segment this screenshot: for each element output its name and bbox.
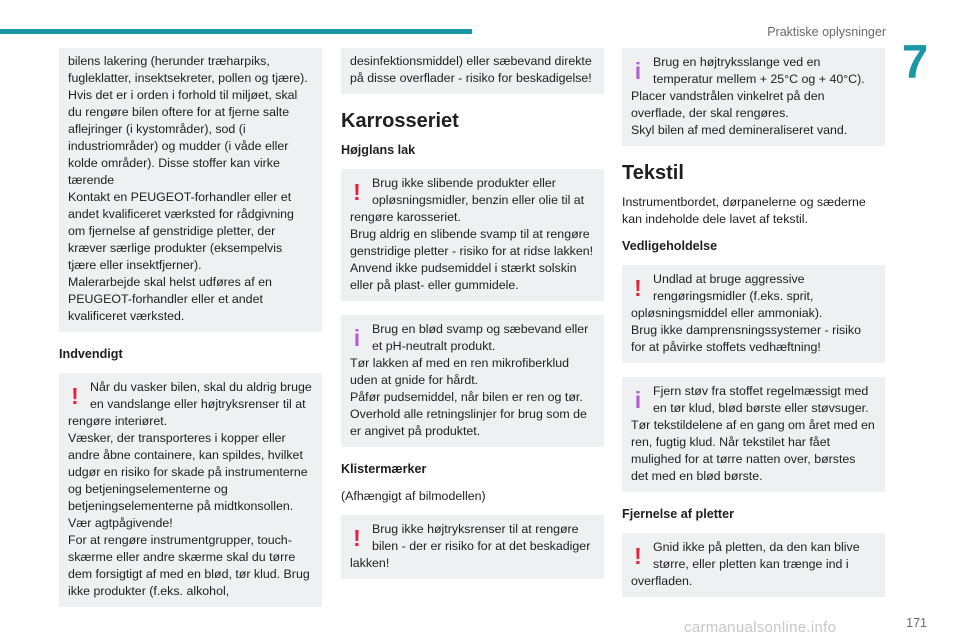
warning-text: rengøre karosseriet. Brug aldrig en slibende svamp til at rengøre genstridige pletter - risiko for at ridse lakken! Anvend ikke pudsemiddel i stærkt solskin eller på plast- eller gummidele. — [350, 210, 594, 292]
section-title: Praktiske oplysninger — [767, 25, 886, 39]
warning-box — [622, 265, 885, 363]
warning-box — [59, 373, 322, 607]
page-number: 171 — [906, 616, 927, 630]
info-icon: i — [634, 58, 642, 84]
column-3 — [622, 48, 885, 611]
box-text: bilens lakering (herunder træharpiks, fugleklatter, insektsekreter, pollen og tjære). Hvis det er i orden i forhold til miljøet, skal du rengøre bilen oftere for at fjerne salte aflejringer (i kystområder), sod (i industriområder) og mudder (i våde eller kolde områder). Disse stoffer kan virke tærende Kontakt en PEUGEOT-forhandler eller et andet kvalificeret værksted for rådgivning om fjernelse af genstridige pletter, der kræver særlige produkter (eksempelvis tjære eller insektfjerner). Malerarbejde skal helst udføres af en PEUGEOT-forhandler eller et andet kvalificeret værksted. — [68, 54, 308, 323]
heading-fjernelse-af-pletter: Fjernelse af pletter — [622, 507, 734, 521]
tekstil-intro: Instrumentbordet, dørpanelerne og sæderne kan indeholde dele lavet af tekstil. — [622, 195, 866, 226]
heading-klistermaerker: Klistermærker — [341, 462, 427, 476]
heading-vedligeholdelse: Vedligeholdelse — [622, 239, 718, 253]
watermark: carmanualsonline.info — [684, 619, 837, 636]
warning-icon: ! — [634, 543, 642, 569]
warning-text-first: Gnid ikke på pletten, da den kan blive større, eller pletten kan trænge ind i — [653, 540, 860, 571]
warning-text: overfladen. — [631, 574, 693, 588]
info-box — [622, 48, 885, 146]
info-text: Tør lakken af med en ren mikrofiberklud uden at gnide for hårdt. Påfør pudsemiddel, når bilen er ren og tør. Overhold alle retningslinjer for brug som de er angivet på produktet. — [350, 356, 587, 438]
info-box — [341, 315, 604, 447]
info-text: Placer vandstrålen vinkelret på den overflade, der skal rengøres. Skyl bilen af med demineraliseret vand. — [631, 89, 848, 137]
info-text-first: Brug en blød svamp og sæbevand eller et pH-neutralt produkt. — [372, 322, 589, 353]
warning-box — [341, 515, 604, 579]
warning-text-first: Brug ikke slibende produkter eller opløsningsmidler, benzin eller olie til at — [372, 176, 585, 207]
column-1 — [59, 48, 322, 621]
warning-text-first: Når du vasker bilen, skal du aldrig bruge en vandslange eller højtryksrenser til at — [90, 380, 312, 411]
model-note: (Afhængigt af bilmodellen) — [341, 489, 486, 503]
warning-icon: ! — [353, 179, 361, 205]
text-box — [59, 48, 322, 332]
warning-text-first: Undlad at bruge aggressive rengøringsmidler (f.eks. sprit, — [653, 272, 814, 303]
info-text-first: Brug en højtryksslange ved en temperatur mellem + 25°C og + 40°C). — [653, 55, 865, 86]
heading-hojglans-lak: Højglans lak — [341, 143, 416, 157]
info-text-first: Fjern støv fra stoffet regelmæssigt med en tør klud, blød børste eller støvsuger. — [653, 384, 869, 415]
warning-text: rengøre interiøret. Væsker, der transporteres i kopper eller andre åbne containere, kan spildes, hvilket udgør en risiko for skade på instrumenterne og betjeningselementerne og betjeningselementerne på midtkonsollen. Vær agtpågivende! For at rengøre instrumentgrupper, touch-skærme eller andre skærme skal du tørre dem forsigtigt af med en blød, tør klud. Brug ikke produkter (f.eks. alkohol, — [68, 414, 310, 598]
warning-icon: ! — [71, 383, 79, 409]
info-icon: i — [634, 387, 642, 413]
warning-text-first: Brug ikke højtryksrenser til at rengøre bilen - der er risiko for at det beskadiger — [372, 522, 591, 553]
header-accent-bar — [0, 29, 472, 34]
text-box — [341, 48, 604, 94]
warning-text: opløsningsmiddel eller ammoniak). Brug ikke damprensningssystemer - risiko for at påvirke stoffets vedhæftning! — [631, 306, 861, 354]
chapter-number: 7 — [902, 35, 929, 88]
heading-indvendigt: Indvendigt — [59, 347, 123, 361]
warning-text: lakken! — [350, 556, 390, 570]
heading-tekstil: Tekstil — [622, 162, 684, 184]
box-text: desinfektionsmiddel) eller sæbevand direkte på disse overflader - risiko for beskadigelse! — [350, 54, 592, 85]
warning-icon: ! — [353, 525, 361, 551]
warning-icon: ! — [634, 275, 642, 301]
info-text: Tør tekstildelene af en gang om året med en ren, fugtig klud. Når tekstilet har fået mulighed for at tørre natten over, børstes det med en blød børste. — [631, 418, 875, 483]
heading-karrosseriet: Karrosseriet — [341, 110, 459, 132]
warning-box — [622, 533, 885, 597]
column-2 — [341, 48, 604, 593]
info-box — [622, 377, 885, 492]
info-icon: i — [353, 325, 361, 351]
warning-box — [341, 169, 604, 301]
